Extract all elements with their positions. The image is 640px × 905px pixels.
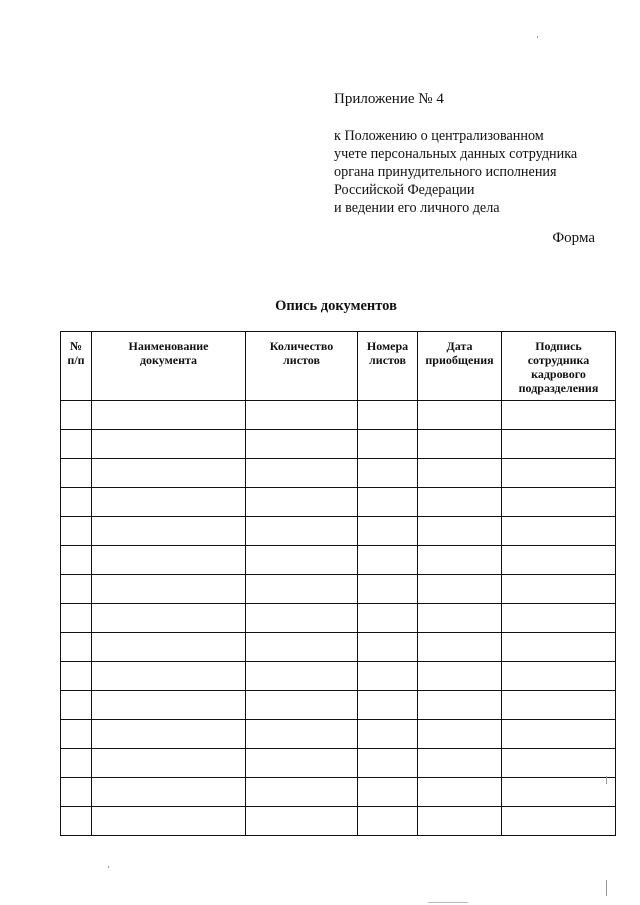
table-row [61, 546, 616, 575]
table-cell [358, 546, 418, 575]
column-header-hr-signature: Подпись сотрудника кадрового подразделения [502, 332, 616, 401]
table-cell [92, 691, 246, 720]
annex-line: учете персональных данных сотрудника [334, 146, 578, 162]
column-header-attachment-date: Дата приобщения [418, 332, 502, 401]
table-cell [61, 459, 92, 488]
table-cell [92, 662, 246, 691]
table-cell [92, 430, 246, 459]
table-cell [418, 604, 502, 633]
table-cell [358, 633, 418, 662]
table-cell [61, 401, 92, 430]
table-row [61, 430, 616, 459]
table-row [61, 575, 616, 604]
table-row [61, 517, 616, 546]
scan-speck [428, 902, 468, 903]
table-cell [61, 633, 92, 662]
document-title: Опись документов [275, 298, 397, 314]
table-row [61, 749, 616, 778]
column-header-number: № п/п [61, 332, 92, 401]
table-row [61, 807, 616, 836]
table-cell [358, 459, 418, 488]
table-cell [418, 488, 502, 517]
table-cell [502, 662, 616, 691]
table-cell [61, 517, 92, 546]
table-row [61, 720, 616, 749]
inventory-table [60, 331, 616, 836]
scan-speck [606, 880, 607, 896]
table-cell [246, 749, 358, 778]
table-cell [92, 401, 246, 430]
column-header-document-name: Наименование документа [92, 332, 246, 401]
table-row [61, 662, 616, 691]
table-cell [61, 575, 92, 604]
table-cell [502, 807, 616, 836]
table-cell [502, 517, 616, 546]
table-cell [418, 633, 502, 662]
table-cell [92, 604, 246, 633]
table-cell [358, 604, 418, 633]
table-cell [502, 633, 616, 662]
table-row [61, 778, 616, 807]
table-cell [502, 488, 616, 517]
annex-line: к Положению о централизованном [334, 128, 544, 144]
table-cell [502, 691, 616, 720]
table-cell [246, 604, 358, 633]
table-cell [92, 459, 246, 488]
table-cell [502, 430, 616, 459]
table-cell [61, 807, 92, 836]
table-cell [246, 720, 358, 749]
table-cell [92, 778, 246, 807]
table-cell [61, 749, 92, 778]
table-cell [92, 488, 246, 517]
annex-reference [334, 127, 577, 217]
table-cell [358, 691, 418, 720]
table-cell [246, 778, 358, 807]
table-cell [358, 807, 418, 836]
annex-line: органа принудительного исполнения [334, 164, 557, 180]
table-cell [61, 604, 92, 633]
annex-line: и ведении его личного дела [334, 200, 500, 216]
table-cell [246, 807, 358, 836]
table-cell [418, 749, 502, 778]
table-cell [502, 575, 616, 604]
table-cell [92, 575, 246, 604]
column-header-sheet-numbers: Номера листов [358, 332, 418, 401]
table-cell [358, 517, 418, 546]
table-cell [358, 401, 418, 430]
table-cell [92, 633, 246, 662]
table-cell [61, 691, 92, 720]
table-cell [502, 720, 616, 749]
table-row [61, 633, 616, 662]
table-cell [418, 430, 502, 459]
table-row [61, 691, 616, 720]
table-header-row [61, 332, 616, 401]
table-cell [92, 749, 246, 778]
table-cell [61, 662, 92, 691]
table-cell [92, 807, 246, 836]
table-cell [418, 401, 502, 430]
table-body [61, 401, 616, 836]
column-header-sheet-count: Количество листов [246, 332, 358, 401]
table-cell [358, 749, 418, 778]
table-cell [358, 488, 418, 517]
annex-title: Приложение № 4 [334, 91, 444, 107]
table-cell [418, 662, 502, 691]
table-cell [358, 575, 418, 604]
table-cell [418, 517, 502, 546]
table-cell [246, 517, 358, 546]
table-cell [358, 778, 418, 807]
table-cell [502, 749, 616, 778]
table-cell [246, 691, 358, 720]
table-cell [418, 807, 502, 836]
table-cell [61, 430, 92, 459]
table-cell [61, 488, 92, 517]
table-cell [92, 546, 246, 575]
form-label: Форма [552, 230, 595, 246]
table-cell [358, 430, 418, 459]
table-cell [246, 662, 358, 691]
table-cell [92, 720, 246, 749]
table-cell [246, 401, 358, 430]
table-cell [358, 662, 418, 691]
scan-speck [537, 36, 538, 38]
table-cell [502, 546, 616, 575]
table-cell [502, 778, 616, 807]
table-cell [92, 517, 246, 546]
table-cell [61, 778, 92, 807]
table-cell [418, 575, 502, 604]
table-cell [246, 459, 358, 488]
table-row [61, 401, 616, 430]
table-row [61, 488, 616, 517]
table-row [61, 459, 616, 488]
table-cell [246, 430, 358, 459]
table-cell [246, 546, 358, 575]
table-cell [246, 488, 358, 517]
table-cell [418, 546, 502, 575]
table-cell [502, 459, 616, 488]
table-cell [418, 691, 502, 720]
table-cell [358, 720, 418, 749]
table-cell [418, 778, 502, 807]
table-row [61, 604, 616, 633]
scan-speck [606, 776, 607, 784]
table-cell [418, 459, 502, 488]
annex-line: Российской Федерации [334, 182, 475, 198]
scan-speck [108, 866, 109, 868]
table-cell [246, 575, 358, 604]
table-cell [61, 720, 92, 749]
table-cell [418, 720, 502, 749]
table-cell [502, 401, 616, 430]
table-cell [61, 546, 92, 575]
table-cell [502, 604, 616, 633]
table-cell [246, 633, 358, 662]
